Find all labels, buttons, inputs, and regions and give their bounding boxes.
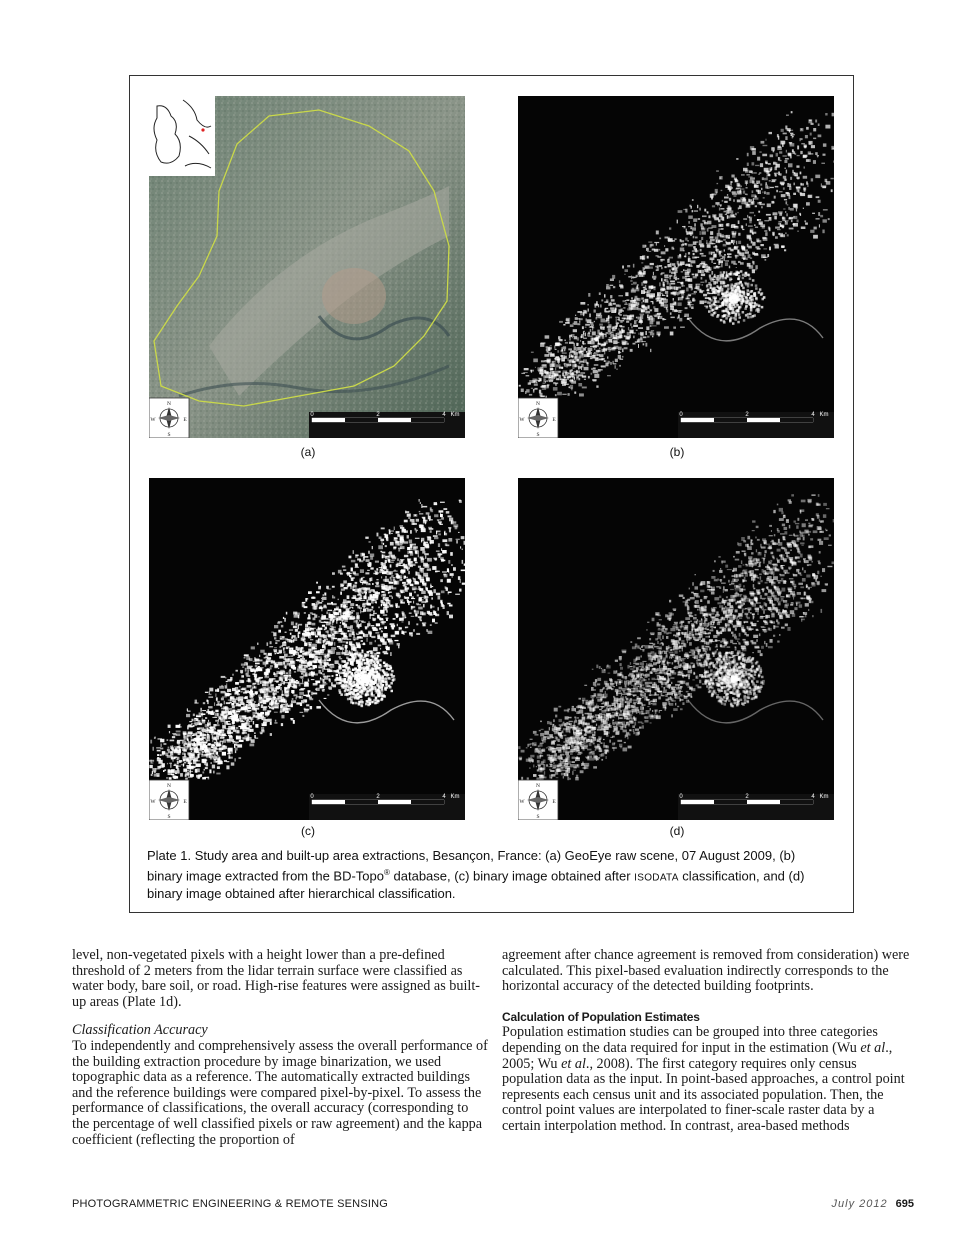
compass-letter-n: N [536, 783, 540, 789]
compass-letter-s: S [536, 432, 540, 438]
compass-letter-n: N [167, 783, 171, 789]
journal-name: PHOTOGRAMMETRIC ENGINEERING & REMOTE SENSING [72, 1198, 389, 1210]
compass-letter-s: S [536, 814, 540, 820]
scale-bar [678, 412, 834, 438]
caption-text-2: database, (c) binary image obtained after [389, 867, 635, 883]
plate-caption [147, 848, 827, 903]
left-column [72, 948, 488, 1148]
panel-b-label: (b) [669, 445, 685, 459]
compass-letter-n: N [167, 401, 171, 407]
scale-label: 2 [745, 412, 749, 418]
scale-label: 4 [811, 794, 815, 800]
scale-bar [309, 412, 465, 438]
scale-label: 4 [442, 794, 446, 800]
north-arrow-compass-icon [149, 398, 189, 438]
section-heading-population-estimates: Calculation of Population Estimates [502, 1009, 700, 1024]
panel-a-raw-scene [149, 96, 465, 438]
scale-label: 0 [310, 412, 314, 418]
compass-letter-s: S [167, 432, 171, 438]
issue-date: July 2012 [831, 1198, 888, 1210]
caption-text-3: classification, and (d) binary image obtained after hierarchical classification. [147, 867, 805, 902]
panel-b-binary-reference [518, 96, 834, 438]
scale-label: 0 [679, 412, 683, 418]
scale-label: Km [450, 794, 460, 800]
caption-isodata: ISODATA [634, 871, 679, 883]
north-arrow-compass-icon [149, 780, 189, 820]
scale-label: 0 [310, 794, 314, 800]
compass-letter-e: E [552, 417, 556, 423]
scale-label: 0 [679, 794, 683, 800]
scale-label: 2 [376, 794, 380, 800]
panel-a-label: (a) [300, 445, 316, 459]
scale-label: 2 [376, 412, 380, 418]
section-heading-classification-accuracy: Classification Accuracy [72, 1022, 208, 1039]
panel-d-label: (d) [669, 824, 685, 838]
scale-label: Km [819, 412, 829, 418]
compass-letter-n: N [536, 401, 540, 407]
satellite-image [149, 96, 465, 438]
registered-mark: ® [384, 867, 390, 877]
compass-letter-w: W [150, 417, 156, 423]
inset-map [149, 96, 215, 176]
scale-label: Km [450, 412, 460, 418]
right-paragraph-2: Population estimation studies can be grouped into three categories depending on the data required for input in the estimation (Wu et al., 2005; Wu et al., 2008). The first category requires only census population data as the input. In point-based approaches, a control point represents each census unit and its associated population. Then, the control point values are interpolated to finer-scale raster data by a certain interpolation method. In contrast, area-based methods [502, 1024, 905, 1134]
right-column [502, 948, 914, 1135]
compass-letter-e: E [183, 417, 187, 423]
compass-letter-w: W [519, 799, 525, 805]
compass-letter-s: S [167, 814, 171, 820]
north-arrow-compass-icon [518, 398, 558, 438]
panel-d-binary-hierarchical [518, 478, 834, 820]
scale-bar [309, 794, 465, 820]
scale-label: Km [819, 794, 829, 800]
scale-label: 4 [442, 412, 446, 418]
north-arrow-compass-icon [518, 780, 558, 820]
right-paragraph-1: agreement after chance agreement is removed from consideration) were calculated. This pixel-based evaluation indirectly corresponds to the horizontal accuracy of the detected building footprints. [502, 947, 910, 995]
left-paragraph-1: level, non-vegetated pixels with a height lower than a pre-defined threshold of 2 meters from the lidar terrain surface were classified as water body, bare soil, or road. High-rise features were assigned as built-up areas (Plate 1d). [72, 947, 481, 1010]
scale-label: 4 [811, 412, 815, 418]
scale-bar [678, 794, 834, 820]
compass-letter-w: W [519, 417, 525, 423]
compass-letter-w: W [150, 799, 156, 805]
panel-c-label: (c) [301, 824, 315, 838]
page-number: 695 [895, 1198, 914, 1210]
caption-text-1: Plate 1. Study area and built-up area extractions, Besançon, France: (a) GeoEye raw scene, 07 August 2009, (b) binary image extracted from the BD-Topo [147, 848, 796, 883]
left-paragraph-2: To independently and comprehensively assess the overall performance of the building extraction procedure by image binarization, we used topographic data as a reference. The automatically extracted buildings and the reference buildings were compared pixel-by-pixel. To assess the performance of classifications, the overall accuracy (corresponding to the percentage of well classified pixels or raw agreement) and the kappa coefficient (reflecting the proportion of [72, 1037, 488, 1148]
scale-label: 2 [745, 794, 749, 800]
compass-letter-e: E [183, 799, 187, 805]
compass-letter-e: E [552, 799, 556, 805]
panel-c-binary-isodata [149, 478, 465, 820]
